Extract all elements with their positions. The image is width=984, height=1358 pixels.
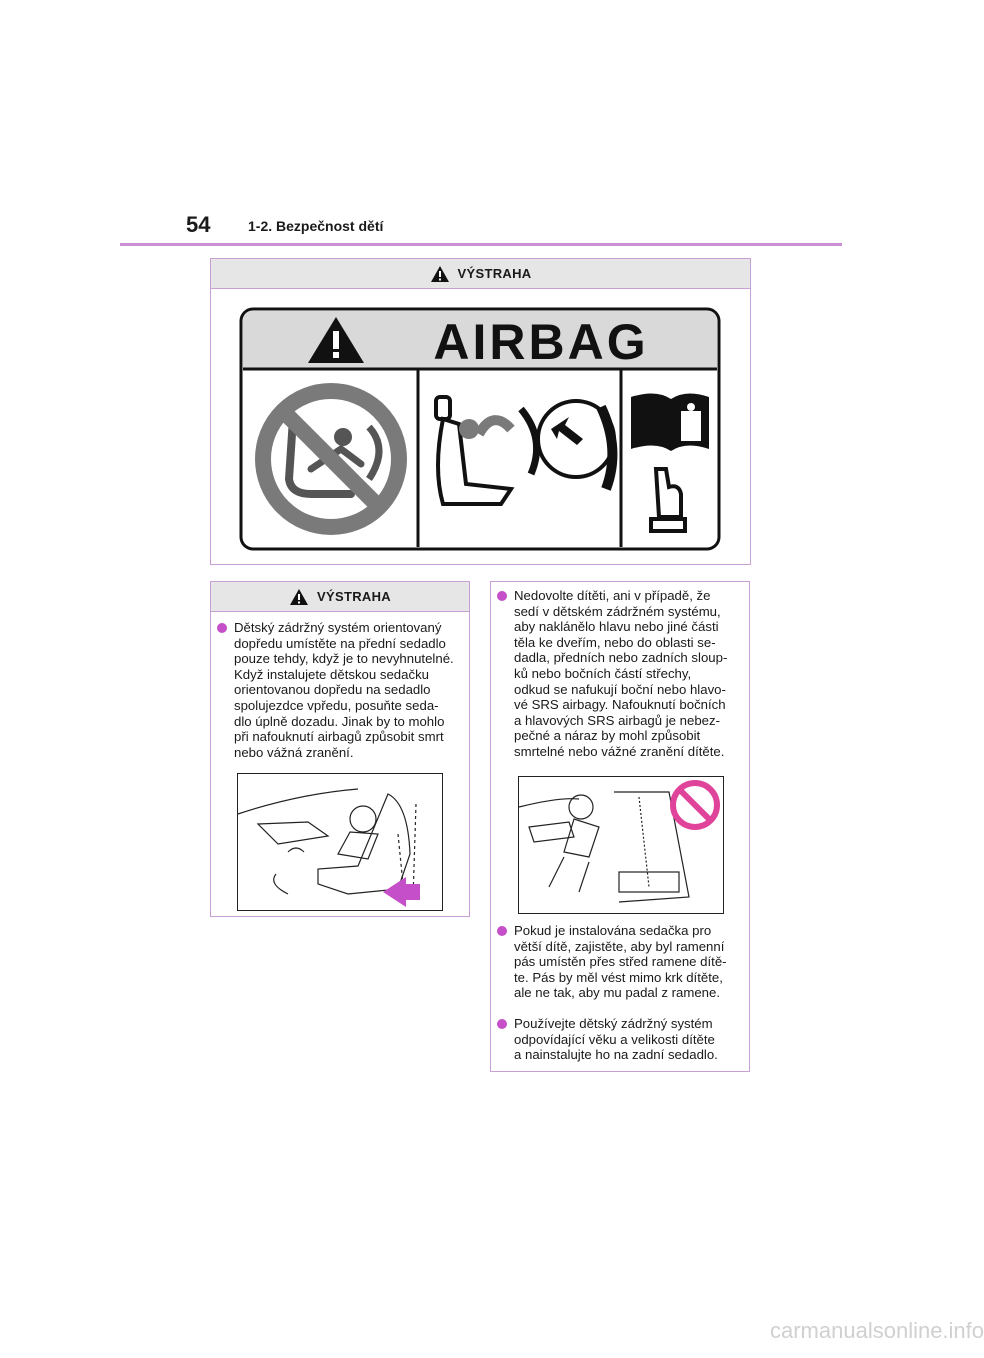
warning-header bbox=[211, 259, 750, 289]
child-seat-illustration bbox=[237, 773, 443, 911]
child-leaning-drawing bbox=[519, 777, 723, 913]
forward-facing-seat-drawing bbox=[238, 774, 442, 910]
paragraph-text: Nedovolte dítěti, ani v případě, že sedí v dětském zádržném systému, aby naklánělo hlavu nebo jiné části těla ke dveřím, nebo do oblasti se- dadla, předních nebo zadních sloup- ků nebo bočních částí střechy, odkud se nafukují boční nebo hlavo- vé SRS airbagy. Nafouknutí bočních a hlavových SRS airbagů je nebez- pečné a náraz by mohl způsobit smrtelné nebo vážné zranění dítěte. bbox=[514, 588, 728, 759]
left-warning-box bbox=[210, 581, 470, 917]
warning-label: VÝSTRAHA bbox=[457, 266, 532, 281]
warning-label: VÝSTRAHA bbox=[317, 589, 391, 604]
bullet-icon bbox=[497, 926, 507, 936]
warning-triangle-icon bbox=[289, 588, 309, 606]
header-rule bbox=[120, 243, 842, 246]
paragraph-text: Pokud je instalována sedačka pro větší dítě, zajistěte, aby byl ramenní pás umístěn přes střed ramene dítě- te. Pás by měl vést mimo krk dítěte, ale ne tak, aby mu padal z ramene. bbox=[514, 923, 727, 1001]
paragraph-text: Dětský zádržný systém orientovaný dopředu umístěte na přední sedadlo pouze tehdy, když je to nevyhnutelné. Když instalujete dětskou sedačku orientovanou dopředu na sedadlo spolujezdce vpředu, posuňte seda- dlo úplně dozadu. Jinak by to mohlo při nafouknutí airbagů způsobit smrt nebo vážná zranění. bbox=[234, 620, 454, 760]
watermark: carmanualsonline.info bbox=[770, 1318, 984, 1343]
airbag-sticker bbox=[211, 289, 750, 564]
section-title: 1-2. Bezpečnost dětí bbox=[248, 218, 384, 234]
sticker-title: AIRBAG bbox=[433, 314, 649, 370]
bullet-icon bbox=[497, 591, 507, 601]
prohibition-icon bbox=[673, 783, 717, 827]
page-number: 54 bbox=[186, 212, 211, 237]
right-warning-panel bbox=[490, 581, 750, 1072]
warning-header bbox=[211, 582, 469, 612]
top-warning-box bbox=[210, 258, 751, 565]
bullet-icon bbox=[217, 623, 227, 633]
booster-seat-illustration bbox=[518, 776, 724, 914]
paragraph-text: Používejte dětský zádržný systém odpovídající věku a velikosti dítěte a nainstalujte ho na zadní sedadlo. bbox=[514, 1016, 718, 1063]
bullet-icon bbox=[497, 1019, 507, 1029]
warning-triangle-icon bbox=[430, 265, 450, 283]
